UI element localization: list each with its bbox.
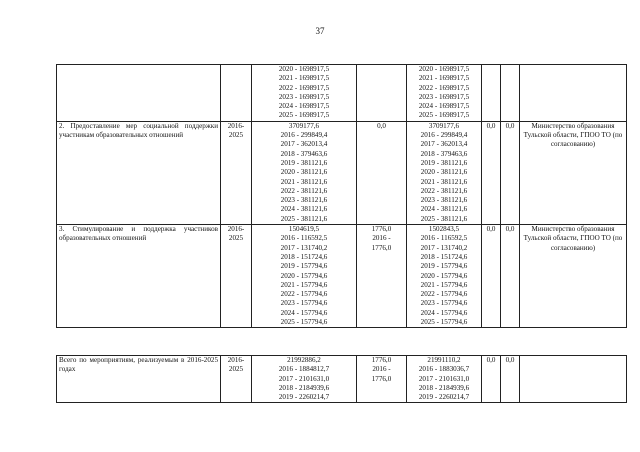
- amount-line: 2016 -: [372, 365, 391, 374]
- amount-line: 2025 - 157794,6: [420, 318, 468, 327]
- amount-line: 21991110,2: [427, 356, 461, 364]
- amount-line: 2022 - 381121,6: [280, 186, 328, 195]
- period-cell: 2016-2025: [221, 356, 252, 403]
- other-funds-cell: 0,0: [501, 356, 520, 403]
- amount-line: 1776,0: [371, 243, 392, 252]
- amount-line: 2025 - 1698917,5: [418, 111, 470, 120]
- amount-line: 2022 - 381121,6: [420, 186, 468, 195]
- period-cell: [221, 65, 252, 122]
- amount-line: 2019 - 381121,6: [420, 158, 468, 167]
- amount-line: 2022 - 157794,6: [420, 290, 468, 299]
- amount-line: 2018 - 2184939,6: [418, 383, 470, 392]
- amount-line: 2019 - 2260214,7: [278, 393, 330, 402]
- total-funds-cell: [252, 65, 357, 122]
- regional-funds-cell: [407, 356, 482, 403]
- total-funds-cell: [252, 225, 357, 328]
- page-number: 37: [315, 26, 325, 36]
- amount-line: 2025 - 157794,6: [280, 318, 328, 327]
- amount-line: 2024 - 1698917,5: [418, 102, 470, 111]
- amount-line: 1776,0: [371, 374, 392, 383]
- amount-line: 2022 - 1698917,5: [278, 83, 330, 92]
- amount-line: 2025 - 1698917,5: [278, 111, 330, 120]
- regional-funds-cell: [407, 121, 482, 224]
- local-funds-cell: 0,0: [482, 121, 501, 224]
- amount-line: 2017 - 2101631,0: [278, 374, 330, 383]
- amount-line: 2016 - 1884812,7: [278, 365, 330, 374]
- federal-funds-cell: [357, 356, 407, 403]
- local-funds-cell: [482, 65, 501, 122]
- executor-cell: Министерство образования Тульской области, ГПОО ТО (по согласованию): [520, 121, 627, 224]
- amount-line: 2023 - 381121,6: [280, 196, 328, 205]
- table-row: [57, 225, 627, 328]
- amount-line: 2021 - 157794,6: [420, 280, 468, 289]
- regional-funds-cell: [407, 225, 482, 328]
- amount-line: 2021 - 381121,6: [420, 177, 468, 186]
- amount-line: 2025 - 381121,6: [420, 214, 468, 223]
- amount-line: 2020 - 157794,6: [420, 271, 468, 280]
- amount-line: 2023 - 1698917,5: [418, 92, 470, 101]
- amount-line: 2024 - 1698917,5: [278, 102, 330, 111]
- budget-table: [56, 64, 627, 328]
- amount-line: 2017 - 131740,2: [420, 243, 468, 252]
- amount-line: 2024 - 157794,6: [420, 308, 468, 317]
- amount-line: 2020 - 381121,6: [420, 168, 468, 177]
- period-cell: 2016-2025: [221, 121, 252, 224]
- amount-line: 2021 - 1698917,5: [418, 74, 470, 83]
- amount-line: 2017 - 2101631,0: [418, 374, 470, 383]
- total-funds-cell: [252, 356, 357, 403]
- amount-line: 2025 - 381121,6: [280, 214, 328, 223]
- amount-line: 2017 - 362013,4: [280, 140, 328, 149]
- amount-line: 2019 - 157794,6: [280, 262, 328, 271]
- amount-line: 2018 - 151724,6: [280, 252, 328, 261]
- amount-line: 2016 - 1883036,7: [418, 365, 470, 374]
- amount-line: 2018 - 379463,6: [420, 149, 468, 158]
- activity-name: 2. Предоставление мер социальной поддержки участникам образовательных отношений: [57, 121, 221, 224]
- amount-line: 2016 - 116592,5: [420, 234, 468, 243]
- total-label: Всего по мероприятиям, реализуемым в 2016-2025 годах: [57, 356, 221, 403]
- continuation-row: [57, 65, 627, 122]
- amount-line: 2024 - 381121,6: [280, 205, 328, 214]
- amount-line: 2020 - 1698917,5: [418, 65, 470, 73]
- activity-name: 3. Стимулирование и поддержка участников образовательных отношений: [57, 225, 221, 328]
- amount-line: 2018 - 379463,6: [280, 149, 328, 158]
- amount-line: 3709177,6: [288, 121, 320, 130]
- amount-line: 2016 -: [372, 234, 391, 243]
- total-table: [56, 355, 627, 403]
- executor-cell: Министерство образования Тульской области, ГПОО ТО (по согласованию): [520, 225, 627, 328]
- amount-line: 2016 - 116592,5: [280, 234, 328, 243]
- amount-line: 2021 - 1698917,5: [278, 74, 330, 83]
- other-funds-cell: 0,0: [501, 225, 520, 328]
- federal-funds-cell: [357, 225, 407, 328]
- amount-line: 2019 - 2260214,7: [418, 393, 470, 402]
- total-funds-cell: [252, 121, 357, 224]
- other-funds-cell: 0,0: [501, 121, 520, 224]
- amount-line: 1776,0: [371, 225, 392, 234]
- amount-line: 2023 - 157794,6: [420, 299, 468, 308]
- federal-funds-cell: [357, 121, 407, 224]
- amount-line: 2017 - 131740,2: [280, 243, 328, 252]
- amount-line: 2021 - 381121,6: [280, 177, 328, 186]
- federal-funds-cell: [357, 65, 407, 122]
- other-funds-cell: [501, 65, 520, 122]
- amount-line: 2017 - 362013,4: [420, 140, 468, 149]
- amount-line: 2018 - 2184939,6: [278, 383, 330, 392]
- amount-line: 2021 - 157794,6: [280, 280, 328, 289]
- local-funds-cell: 0,0: [482, 356, 501, 403]
- executor-cell: [520, 356, 627, 403]
- amount-line: 1502843,5: [428, 225, 460, 234]
- amount-line: 2020 - 157794,6: [280, 271, 328, 280]
- amount-line: 1504619,5: [288, 225, 320, 234]
- amount-line: 2024 - 381121,6: [420, 205, 468, 214]
- regional-funds-cell: [407, 65, 482, 122]
- executor-cell: [520, 65, 627, 122]
- amount-line: 2018 - 151724,6: [420, 252, 468, 261]
- name-cell: [57, 65, 221, 122]
- amount-line: 2023 - 381121,6: [420, 196, 468, 205]
- local-funds-cell: 0,0: [482, 225, 501, 328]
- amount-line: 1776,0: [371, 356, 392, 364]
- amount-line: 2020 - 381121,6: [280, 168, 328, 177]
- amount-line: 2016 - 299849,4: [280, 131, 328, 140]
- amount-line: 3709177,6: [428, 121, 460, 130]
- table-row: [57, 121, 627, 224]
- amount-line: 2020 - 1698917,5: [278, 65, 330, 73]
- amount-line: 21992886,2: [287, 356, 321, 364]
- amount-line: 2022 - 1698917,5: [418, 83, 470, 92]
- amount-line: 0,0: [377, 121, 386, 130]
- amount-line: 2022 - 157794,6: [280, 290, 328, 299]
- amount-line: 2024 - 157794,6: [280, 308, 328, 317]
- amount-line: 2019 - 157794,6: [420, 262, 468, 271]
- amount-line: 2019 - 381121,6: [280, 158, 328, 167]
- total-row: [57, 356, 627, 403]
- amount-line: 2016 - 299849,4: [420, 131, 468, 140]
- amount-line: 2023 - 157794,6: [280, 299, 328, 308]
- period-cell: 2016-2025: [221, 225, 252, 328]
- amount-line: 2023 - 1698917,5: [278, 92, 330, 101]
